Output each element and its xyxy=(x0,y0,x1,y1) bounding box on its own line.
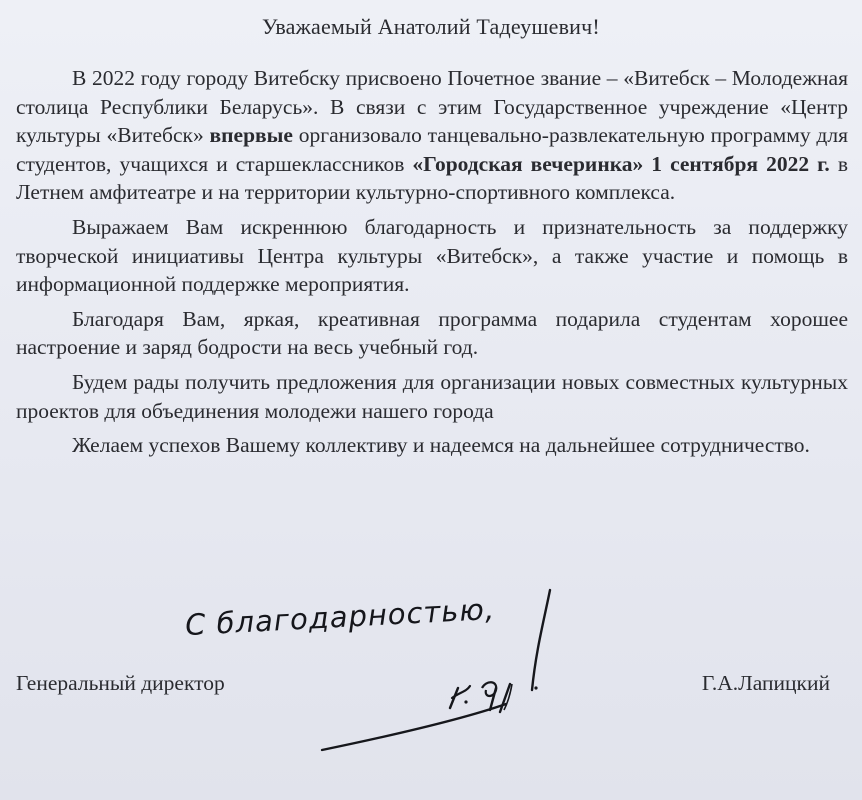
paragraph-3: Благодаря Вам, яркая, креативная программа подарила студентам хорошее настроение и заряд бодрости на весь учебный год. xyxy=(16,306,848,360)
paragraph-2: Выражаем Вам искреннюю благодарность и признательность за поддержку творческой инициативы Центра культуры «Витебск», а также участие и помощь в информационной поддержке мероприятия. xyxy=(16,214,848,297)
handwritten-closing: С благодарностью, xyxy=(184,591,496,643)
signature-icon xyxy=(300,580,570,760)
paragraph-1-part-1: В 2022 году городу Витебску присвоено Почетное звание – «Витебск – Молодежная столица Республики Беларусь». В связи с этим Государственное учреждение «Центр культуры «Витебск» xyxy=(16,66,848,148)
paragraph-1-bold-1: впервые xyxy=(209,123,293,148)
paragraph-1-bold-2: «Городская вечеринка» 1 сентября 2022 г. xyxy=(412,151,830,176)
paragraph-4: Будем рады получить предложения для организации новых совместных культурных проектов для объединения молодежи нашего города xyxy=(16,369,848,423)
letter-body xyxy=(16,64,848,466)
paragraph-1-part-3: в Летнем амфитеатре и на территории культурно-спортивного комплекса. xyxy=(16,151,848,205)
salutation: Уважаемый Анатолий Тадеушевич! xyxy=(262,14,600,39)
paragraph-5: Желаем успехов Вашему коллективу и надеемся на дальнейшее сотрудничество. xyxy=(72,433,810,458)
paragraph-1-part-2: организовало танцевально-развлекательную программу для студентов, учащихся и старшеклассников xyxy=(16,123,848,176)
signer-position: Генеральный директор xyxy=(16,671,225,695)
signer-name: Г.А.Лапицкий xyxy=(701,671,830,695)
paragraph-1 xyxy=(16,64,848,207)
